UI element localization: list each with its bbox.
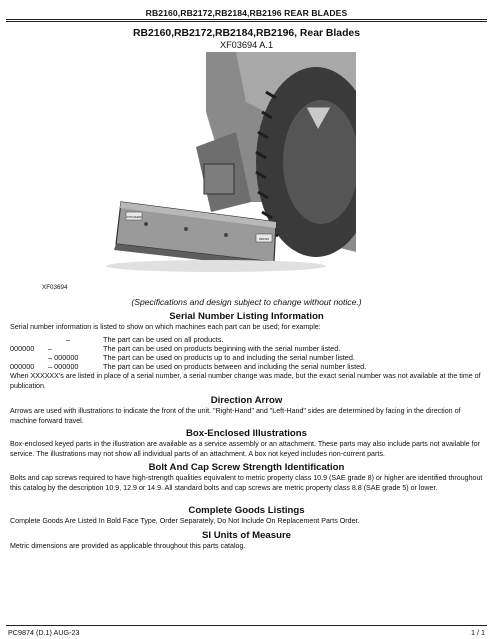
spec-note: (Specifications and design subject to change without notice.) xyxy=(131,297,362,307)
box-heading: Box-Enclosed Illustrations xyxy=(185,428,307,439)
serial-row-text: The part can be used on products beginning with the serial number listed. xyxy=(103,344,341,353)
blade-sticker-left-text: JOHN DEERE xyxy=(126,215,142,219)
serial-note: When XXXXXX's are listed in place of a serial number, a serial number change was made, but the exact serial number was not available at the time of publication. xyxy=(10,372,481,390)
serial-row-to: – xyxy=(48,344,53,353)
si-heading: SI Units of Measure xyxy=(201,530,292,541)
serial-row-to: – 000000 xyxy=(48,362,79,371)
footer-page-number: 1 / 1 xyxy=(471,628,485,637)
serial-row-text: The part can be used on products up to and including the serial number listed. xyxy=(103,353,355,362)
header-divider xyxy=(6,21,487,22)
serial-row-text: The part can be used on all products. xyxy=(103,335,224,344)
serial-heading: Serial Number Listing Information xyxy=(169,311,324,322)
header-divider xyxy=(6,19,487,20)
direction-text: Arrows are used with illustrations to indicate the front of the unit. "Right-Hand" and "Left-Hand" sides are determined by facing in the direction of machine forward travel. xyxy=(10,407,461,425)
header-title: RB2160,RB2172,RB2184,RB2196 REAR BLADES xyxy=(145,8,348,18)
blade-sticker-right-text: RB2184 xyxy=(258,236,270,241)
bolt-heading: Bolt And Cap Screw Strength Identification xyxy=(148,462,345,473)
serial-row-from: 000000 xyxy=(10,362,35,371)
box-text: Box-enclosed keyed parts in the illustration are available as a service assembly or an attachment. These parts may also include parts not available for service. The illustrations may not show all individual parts of an attachment. A box not keyed includes non-current parts. xyxy=(10,440,480,458)
bolt-text: Bolts and cap screws required to have high-strength qualities equivalent to metric property class 10.9 (SAE grade 8) or higher are identified throughout this catalog by the description 10.9, 12.9 or 14.9. All standard bolts and cap screws are metric property class 8.8 (SAE grade 5) or lower. xyxy=(10,474,483,492)
goods-text: Complete Goods Are Listed In Bold Face Type, Order Separately, Do Not Include On Replacement Parts Order. xyxy=(10,517,360,525)
rear-blade-photo xyxy=(86,52,356,274)
serial-intro: Serial number information is listed to show on which machines each part can be used; for example: xyxy=(10,323,321,331)
photo-label: XF03694 xyxy=(42,284,68,291)
si-text: Metric dimensions are provided as applicable throughout this parts catalog. xyxy=(10,542,246,550)
footer-catalog-code: PC9874 (D.1) AUG-23 xyxy=(8,628,80,637)
footer-divider xyxy=(6,625,487,626)
document-title: RB2160,RB2172,RB2184,RB2196, Rear Blades xyxy=(133,28,360,39)
serial-row-to: – xyxy=(65,335,71,344)
serial-row-to: – 000000 xyxy=(48,353,79,362)
direction-heading: Direction Arrow xyxy=(210,395,283,406)
serial-row-from: 000000 xyxy=(10,344,35,353)
serial-row-text: The part can be used on products between and including the serial number listed. xyxy=(103,362,367,371)
goods-heading: Complete Goods Listings xyxy=(188,505,305,516)
document-code: XF03694 A.1 xyxy=(219,40,274,50)
